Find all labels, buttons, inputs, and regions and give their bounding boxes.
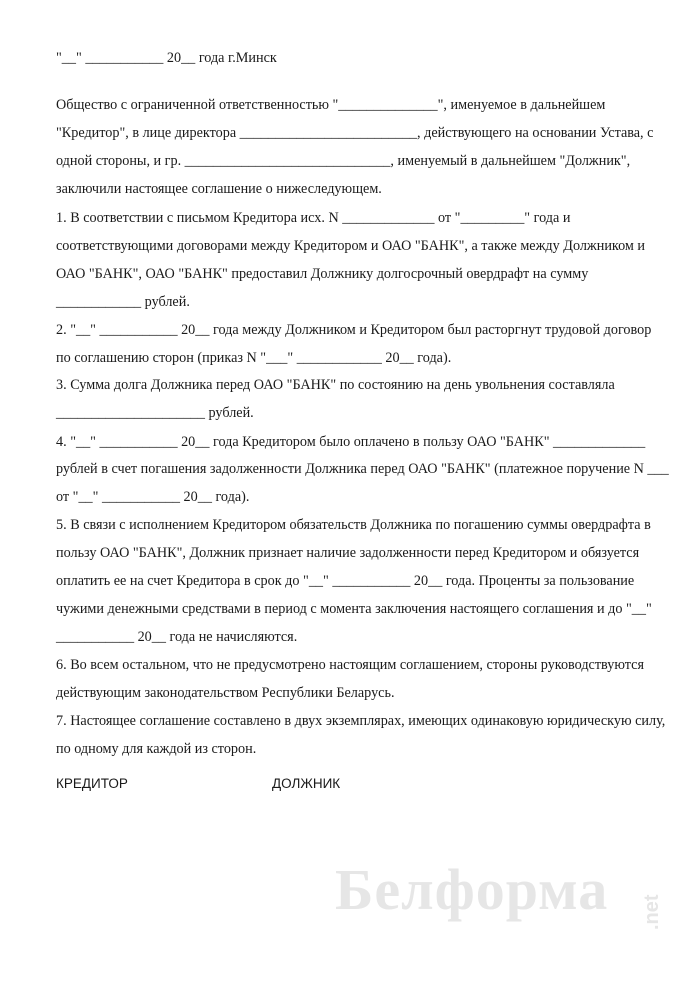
clause-4-line: от "__" ___________ 20__ года). [56,489,250,505]
clause-6-line: 6. Во всем остальном, что не предусмотрено настоящим соглашением, стороны руководствуются [56,657,644,673]
watermark-logo: Белформа [335,857,609,922]
preamble-line: заключили настоящее соглашение о нижеследующем. [56,181,382,197]
preamble-line: одной стороны, и гр. _____________________________, именуемый в дальнейшем "Должник", [56,153,631,169]
clause-7-line: по одному для каждой из сторон. [56,741,257,757]
creditor-signature-label: КРЕДИТОР [56,776,128,791]
clause-5-line: 5. В связи с исполнением Кредитором обязательств Должника по погашению суммы овердрафта в [56,517,651,533]
clause-1-line: соответствующими договорами между Кредитором и ОАО "БАНК", а также между Должником и [56,238,646,254]
clause-6-line: действующим законодательством Республики Беларусь. [56,685,395,701]
clause-2-line: по соглашению сторон (приказ N "___" ____________ 20__ года). [56,350,452,366]
clause-5-line: чужими денежными средствами в период с момента заключения настоящего соглашения и до "__" [56,601,652,617]
clause-5-line: ___________ 20__ года не начисляются. [56,629,298,645]
clause-1-line: 1. В соответствии с письмом Кредитора исх. N _____________ от "_________" года и [56,210,571,226]
clause-1-line: ОАО "БАНК", ОАО "БАНК" предоставил Должнику долгосрочный овердрафт на сумму [56,266,589,282]
clause-5-line: оплатить ее на счет Кредитора в срок до "__" ___________ 20__ года. Проценты за пользование [56,573,635,589]
watermark-logo-suffix: .net [641,894,663,930]
debtor-signature-label: ДОЛЖНИК [272,776,341,791]
clause-2-line: 2. "__" ___________ 20__ года между Должником и Кредитором был расторгнут трудовой договор [56,322,652,338]
clause-1-line: ____________ рублей. [56,294,190,310]
clause-5-line: пользу ОАО "БАНК", Должник признает наличие задолженности перед Кредитором и обязуется [56,545,640,561]
date-place-line: "__" ___________ 20__ года г.Минск [56,50,277,66]
clause-3-line: _____________________ рублей. [56,405,254,421]
clause-7-line: 7. Настоящее соглашение составлено в двух экземплярах, имеющих одинаковую юридическую силу, [56,713,666,729]
preamble-line: Общество с ограниченной ответственностью "______________", именуемое в дальнейшем [56,97,606,113]
clause-3-line: 3. Сумма долга Должника перед ОАО "БАНК" по состоянию на день увольнения составляла [56,377,615,393]
clause-4-line: 4. "__" ___________ 20__ года Кредитором было оплачено в пользу ОАО "БАНК" _____________ [56,434,646,450]
preamble-line: "Кредитор", в лице директора _________________________, действующего на основании Устава, с [56,125,654,141]
clause-4-line: рублей в счет погашения задолженности Должника перед ОАО "БАНК" (платежное поручение N ___ [56,461,669,477]
